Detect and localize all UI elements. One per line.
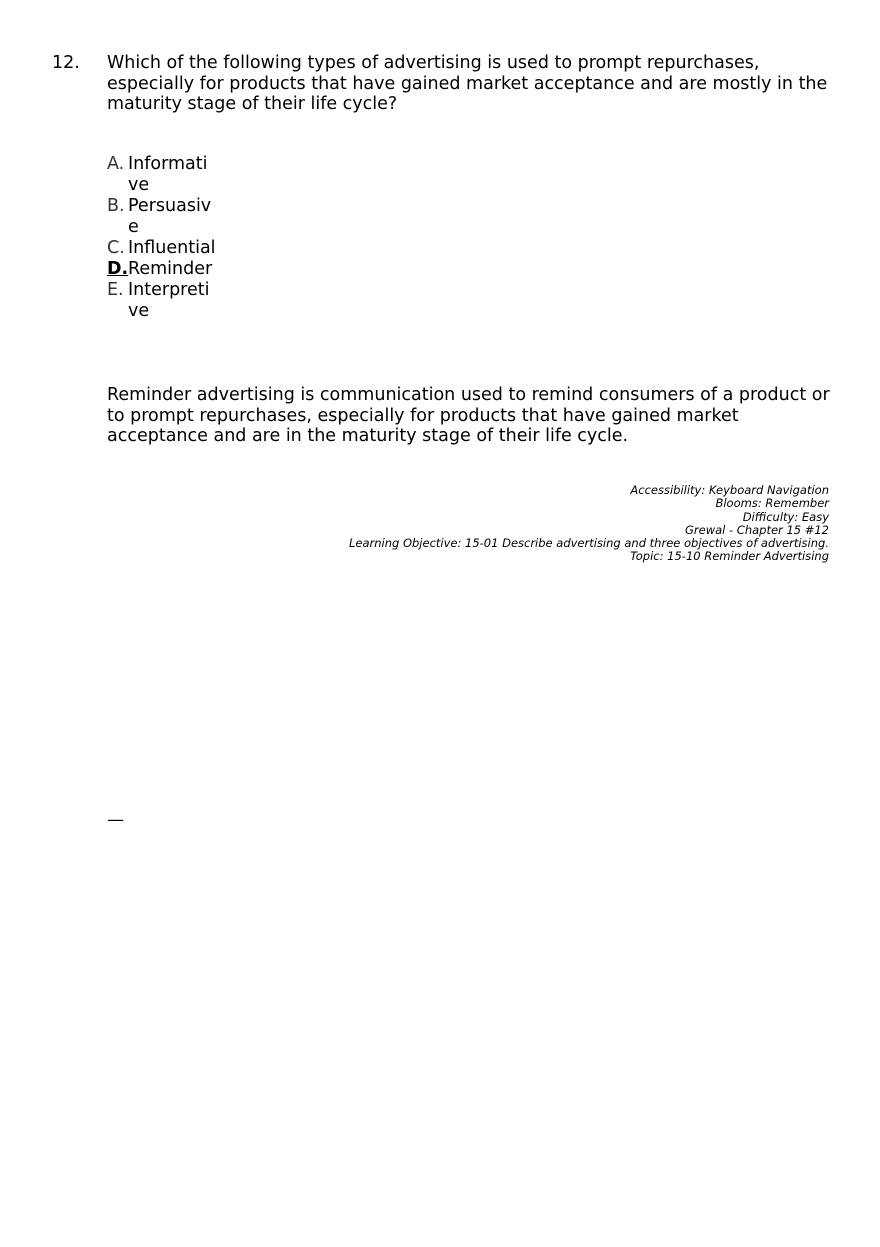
option-letter: B. (107, 196, 125, 216)
answer-options (107, 154, 227, 322)
meta-blooms: Blooms: Remember (715, 496, 829, 511)
question-number: 12. (52, 53, 80, 73)
question-metadata (229, 484, 829, 564)
question-text: Which of the following types of advertising is used to prompt repurchases, especially for products that have gained market acceptance and are mostly in the maturity stage of their life cycle? (107, 53, 828, 114)
option-letter: C. (107, 238, 125, 258)
option-a (107, 154, 216, 196)
answer-explanation: Reminder advertising is communication used to remind consumers of a product or to prompt repurchases, especially for products that have gained market acceptance and are in the maturity stage of their life cycle. (107, 385, 830, 446)
option-text: Interpretive (128, 280, 210, 321)
option-e (107, 280, 216, 322)
option-text: Reminder (128, 259, 213, 279)
option-c (107, 238, 216, 259)
option-b (107, 196, 216, 238)
meta-source: Grewal - Chapter 15 #12 (684, 522, 829, 537)
option-text: Persuasive (128, 196, 212, 237)
option-letter: A. (107, 154, 125, 174)
meta-topic: Topic: 15-10 Reminder Advertising (630, 549, 829, 564)
option-text: Informative (128, 154, 208, 195)
meta-accessibility: Accessibility: Keyboard Navigation (630, 483, 829, 497)
meta-learning-objective: Learning Objective: 15-01 Describe advertising and three objectives of advertising. (348, 536, 829, 551)
option-text: Influential (128, 238, 216, 258)
correct-option-letter: D. (107, 259, 129, 279)
separator-dash: — (107, 810, 124, 830)
option-d-correct (107, 259, 216, 280)
meta-difficulty: Difficulty: Easy (742, 509, 829, 524)
option-letter: E. (107, 280, 124, 300)
